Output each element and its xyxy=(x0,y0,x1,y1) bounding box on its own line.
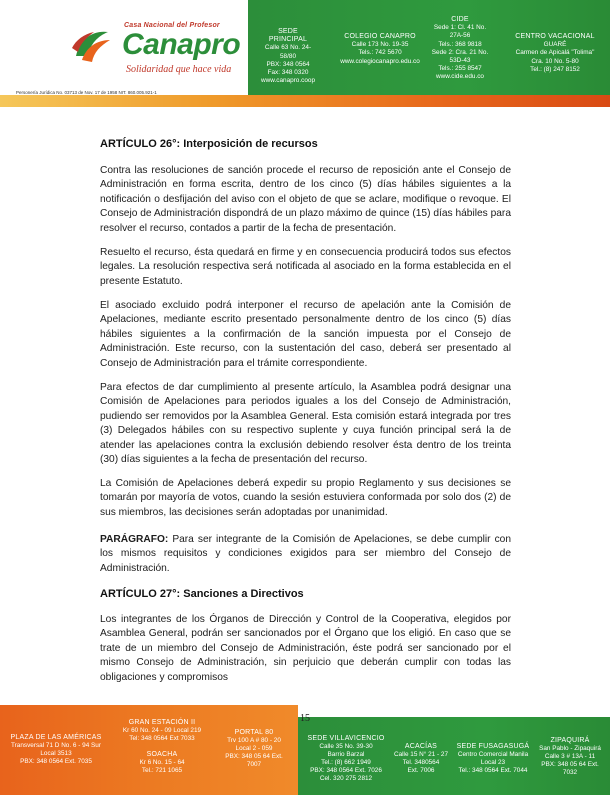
article-26-paragraph-2: Resuelto el recurso, ésta quedará en firme y en consecuencia producirá todos sus efectos legales. La resolución respectiva será notificada al asociado en la forma establecida en el presente Estatuto. xyxy=(100,247,511,287)
office-line: Calle 3 # 13A - 11 xyxy=(544,753,596,761)
office-line: Tel.: (8) 662 1949 xyxy=(321,759,371,767)
office-line: 7032 xyxy=(562,769,578,777)
office-line: Local 3513 xyxy=(40,750,72,758)
office-line: PBX: 348 0564 Ext. 7026 xyxy=(310,767,382,775)
office-line: Local 2 - 059 xyxy=(235,745,273,753)
office-line: PBX: 348 05 64 Ext. xyxy=(225,753,283,761)
office-line: Calle 15 N° 21 - 27 xyxy=(393,751,449,759)
article-26-paragraph-5: La Comisión de Apelaciones deberá expedir su propio Reglamento y sus decisiones se tomarán por mayoría de votos, cuando la sesión estuviera conformada por solo dos (2) de sus miembros, las decisiones serán adoptadas por unanimidad. xyxy=(100,478,511,518)
paragrafo-text: Para ser integrante de la Comisión de Apelaciones, se debe cumplir con los mismos requisitos y condiciones exigidos para ser miembro del Consejo de Administración. xyxy=(100,534,511,574)
office-title: SEDE VILLAVICENCIO xyxy=(307,735,385,742)
letterhead-header xyxy=(0,0,610,110)
logo-tagline: Solidaridad que hace vida xyxy=(126,64,232,75)
office-line: Sede 1: Cl. 41 No. xyxy=(433,24,487,32)
office-line: Tel.: 721 1065 xyxy=(141,767,183,775)
office-line: Tel. 3480564 xyxy=(402,759,440,767)
article-26-paragraph-3: El asociado excluido podrá interponer el recurso de apelación ante la Comisión de Apelaciones, mediante escrito presentado personalmente dentro de los cinco (5) días hábiles siguientes a la confirmación de la sanción impuesta por el Consejo de Administración. Este recurso, con la sustentación del caso, deberá ser presentado al Consejo de Administración para el trámite correspondiente. xyxy=(100,300,511,369)
office-line: Transversal 71 D No. 6 - 94 Sur xyxy=(11,742,101,750)
header-office-centro-vacacional xyxy=(506,33,604,74)
office-line: www.canapro.coop xyxy=(261,77,315,85)
office-line: Centro Comercial Manila xyxy=(457,751,529,759)
office-line: 27A-56 xyxy=(449,32,471,40)
office-line: Kr 6 No. 15 - 64 xyxy=(139,759,185,767)
footer-office-soacha xyxy=(112,751,212,775)
office-title: ACACÍAS xyxy=(404,743,438,750)
footer-office-plaza-americas xyxy=(4,734,108,766)
office-line: Tels.: 742 5670 xyxy=(358,49,402,57)
header-orange-stripe xyxy=(0,95,610,107)
office-line: Trv 100 A # 80 - 20 xyxy=(227,737,281,745)
office-line: Tel.: 348 0564 Ext. 7044 xyxy=(458,767,528,775)
office-line: www.colegiocanapro.edu.co xyxy=(340,57,420,65)
office-line: Tels.: 255 8547 xyxy=(438,65,482,73)
page-number: 15 xyxy=(300,713,310,724)
office-line: Fax: 348 0320 xyxy=(267,69,309,77)
office-line: PBX: 348 0564 Ext. 7035 xyxy=(20,758,92,766)
office-title: SOACHA xyxy=(146,751,178,758)
office-line: Calle 63 No. 24-58/80 xyxy=(264,44,312,60)
office-title: SEDE PRINCIPAL xyxy=(268,28,308,44)
logo-small-text: Casa Nacional del Profesor xyxy=(124,22,220,29)
office-title: CENTRO VACACIONAL xyxy=(515,33,595,40)
office-line: Cel. 320 275 2812 xyxy=(319,775,373,783)
footer-office-fusagasuga xyxy=(452,743,534,775)
office-line: Ext. 7006 xyxy=(407,767,435,775)
office-line: Local 23 xyxy=(480,759,506,767)
office-line: San Pablo - Zipaquirá xyxy=(539,745,601,753)
office-line: Calle 173 No. 19-35 xyxy=(351,41,409,49)
office-line: 7007 xyxy=(246,761,262,769)
office-line: Cra. 10 No. 5-80 xyxy=(531,57,579,65)
header-office-sede-principal xyxy=(258,28,318,85)
article-27-title: ARTÍCULO 27°: Sanciones a Directivos xyxy=(100,588,304,600)
footer-office-acacias xyxy=(390,743,452,775)
header-office-cide xyxy=(430,16,490,82)
article-27-paragraph: Los integrantes de los Órganos de Dirección y Control de la Cooperativa, elegidos por Asamblea General, podrán ser sancionados por el Órgano que los eligió. En caso que se trate de un miembro del Consejo de Administración, éste podrá ser sancionado por el mismo Consejo de Administración, sin perjuicio que deberán cumplir con todas las obligaciones y compromisos xyxy=(100,614,511,683)
office-title: PORTAL 80 xyxy=(234,729,274,736)
legal-registration: Personería Jurídica No. 03713 de Nov. 17 de 1958 NIT. 860.005.921-1 xyxy=(16,90,157,95)
office-line: Kr 60 No. 24 - 09 Local 219 xyxy=(122,727,202,735)
footer-office-zipaquira xyxy=(532,737,608,777)
office-title: PLAZA DE LAS AMÉRICAS xyxy=(10,734,102,741)
article-26-title: ARTÍCULO 26°: Interposición de recursos xyxy=(100,138,318,150)
office-line: PBX: 348 05 64 Ext. xyxy=(541,761,599,769)
office-line: Barrio Barzal xyxy=(327,751,365,759)
office-line: Sede 2: Cra. 21 No. xyxy=(431,48,489,56)
office-line: Tel: 348 0564 Ext 7033 xyxy=(129,735,195,743)
office-line: PBX: 348 0564 xyxy=(266,60,310,68)
office-line: Calle 35 No. 39-30 xyxy=(319,743,373,751)
paragrafo-label: PARÁGRAFO: xyxy=(100,534,169,545)
office-title: CIDE xyxy=(451,16,469,23)
article-26-paragraph-1: Contra las resoluciones de sanción procede el recurso de reposición ante el Consejo de Administración en forma escrita, dentro de los cinco (5) días hábiles siguientes a la notificación o desfijación del aviso con el objeto de que se aclare, modifique o revoque. El Consejo de Administración dispondrá de un plazo máximo de quince (15) días hábiles para resolver el recurso, contados a partir de la fecha de presentación. xyxy=(100,165,511,234)
office-line: GUARÉ xyxy=(543,41,567,49)
office-line: 53D-43 xyxy=(449,57,471,65)
article-26-paragrafo xyxy=(100,533,511,576)
logo-name: Canapro xyxy=(122,28,241,61)
office-line: Tels.: 368 9818 xyxy=(438,40,482,48)
office-title: GRAN ESTACIÓN II xyxy=(128,719,196,726)
office-line: www.cide.edu.co xyxy=(436,73,484,81)
footer-office-villavicencio xyxy=(300,735,392,784)
header-office-colegio xyxy=(336,33,424,66)
office-line: Tel.: (8) 247 8152 xyxy=(530,65,580,73)
footer-office-gran-estacion xyxy=(112,719,212,743)
footer-office-portal-80 xyxy=(212,729,296,769)
article-26-paragraph-4: Para efectos de dar cumplimiento al presente artículo, la Asamblea podrá designar una Comisión de Apelaciones para periodos iguales a los del Consejo de Administración, pudiendo ser removidos por la Asamblea General. Esta comisión estará integrada por tres (3) Delegados hábiles con su respectivo suplente y cuya función principal será la de atender las apelaciones contra la exclusión debiendo resolver ésta dentro de los treinta (30) días siguientes a la fecha de presentación del recurso. xyxy=(100,382,511,466)
office-title: COLEGIO CANAPRO xyxy=(344,33,416,40)
office-line: Carmen de Apicalá "Tolima" xyxy=(515,49,595,57)
office-title: ZIPAQUIRÁ xyxy=(550,737,590,744)
canapro-logo-mark-icon xyxy=(70,26,112,68)
office-title: SEDE FUSAGASUGÁ xyxy=(456,743,530,750)
canapro-logo xyxy=(56,20,246,92)
